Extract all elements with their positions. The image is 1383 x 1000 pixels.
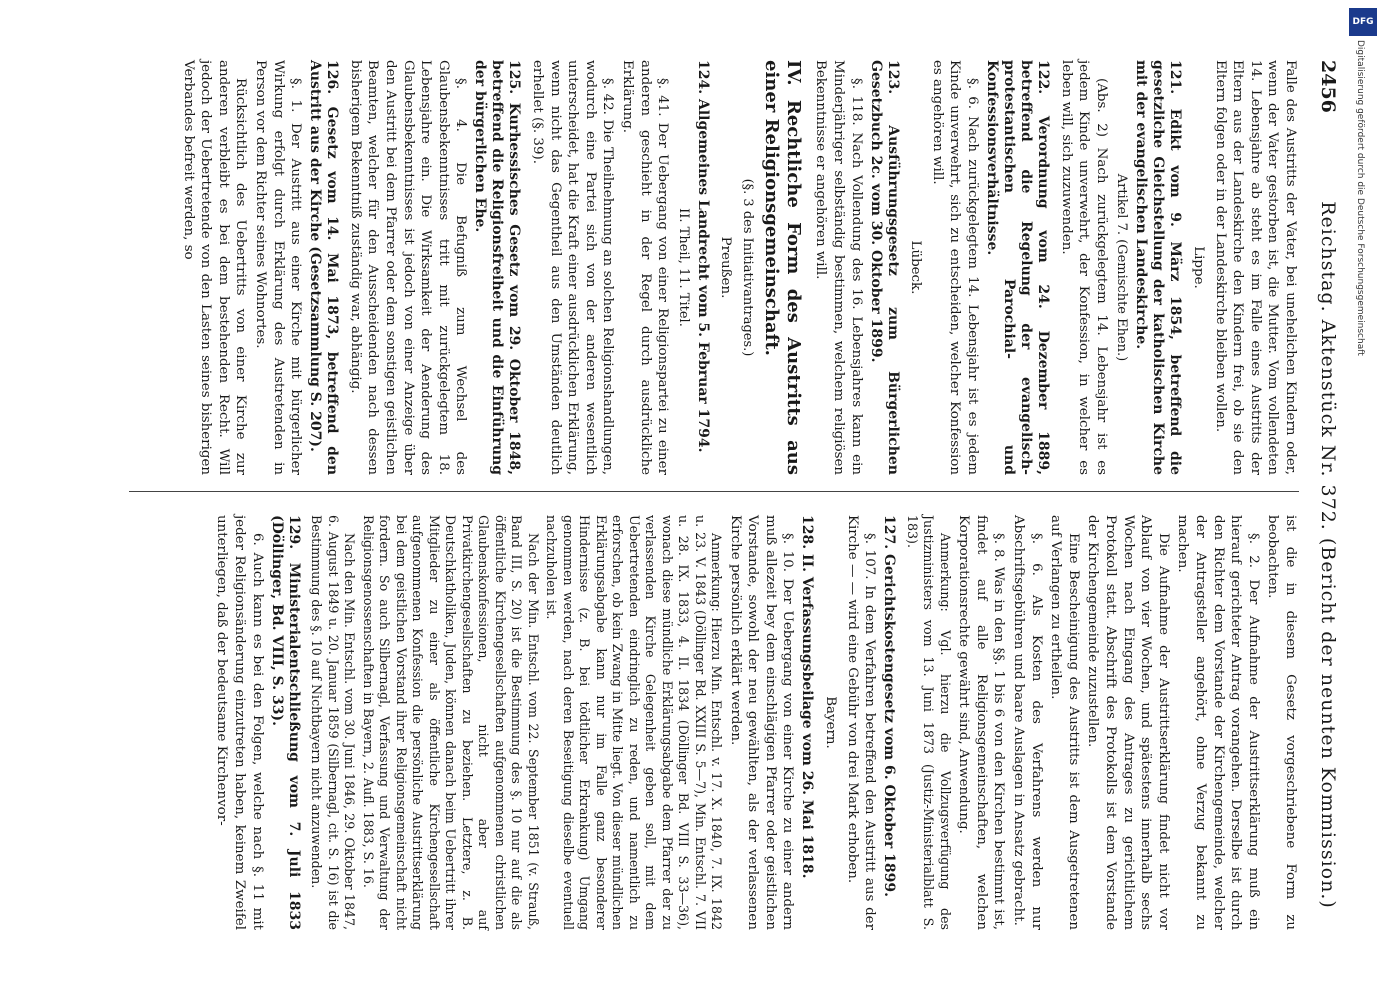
paragraph: §. 6. Als Kosten des Verfahrens werden nur Abschriftsgebühren und baare Auslagen in Ansatz gebracht. — [1011, 515, 1044, 930]
digitization-credit: Digitalisierung gefördert durch die Deutsche Forschungsgemeinschaft — [1355, 40, 1365, 356]
note: Anmerkung: Hierzu Min. Entschl. v. 17. X. 1840, 7. IX. 1842 u. 23. V. 1843 (Döllinger Bd. XXIII S. 5—7), Min. Entschl. 7. VII u. 28. IX. 1833, 4. II. 1834 (Döllinger Bd. VIII S. 33—36), wonach diese mündliche Erklärungsabgabe dem Pfarrer der zu verlassenden Kirche Gelegenheit geben soll, mit dem Uebertretenden eindringlich zu reden, und namentlich zu erforschen, ob kein Zwang in Mitte liegt. Von dieser mündlichen Erklärungsabgabe kann nur im Falle ganz besonderer Hindernisse (z. B. bei tödtlicher Erkrankung) Umgang genommen werden, nach deren Beseitigung dieselbe eventuell nachzuholen ist. — [544, 515, 725, 930]
column-divider — [129, 491, 1299, 492]
section-123-heading: 123. Ausführungsgesetz zum Bürgerlichen Gesetzbuch 2c. vom 30. Oktober 1899. — [867, 60, 901, 475]
paragraph: ist die in diesem Gesetz vorgeschriebene Form zu beobachten. — [1265, 515, 1298, 930]
rotated-page — [45, 60, 1345, 940]
section-122-heading: 122. Verordnung vom 24. Dezember 1889, betreffend die Regelung der evangelisch-protestantischen Parochial- und Konfessionsverhältnisse. — [984, 60, 1052, 475]
paragraph: §. 10. Der Uebergang von einer Kirche zu einer andern muß allezeit bey dem einschlägigen Pfarrer oder geistlichen Vorstande, sowohl der neu gewählten, als der verlassenen Kirche persönlich erklärt werden. — [727, 515, 796, 930]
page-number: 2456 — [1317, 60, 1339, 113]
paragraph: §. 107. In dem Verfahren betreffend den Austritt aus der Kirche — — wird eine Gebühr von drei Mark erhoben. — [844, 515, 878, 930]
section-121-heading: 121. Edikt vom 9. März 1854, betreffend die gesetzliche Gleichstellung der katholischen Kirche mit der evangelischen Landeskirche. — [1133, 60, 1184, 475]
page-header — [1305, 60, 1345, 940]
state-heading-preussen: Preußen. — [718, 236, 734, 299]
dfg-logo: DFG — [1349, 8, 1377, 36]
right-column — [211, 515, 1299, 930]
part-iv-heading: IV. Rechtliche Form des Austritts aus einer Religionsgemeinschaft. — [760, 60, 804, 475]
paragraph: Eine Bescheinigung des Austritts ist dem Ausgetretenen auf Verlangen zu ertheilen. — [1048, 515, 1081, 930]
article-heading: Artikel 7. (Gemischte Ehen.) — [1114, 173, 1130, 362]
section-127-heading: 127. Gerichtskostengesetz vom 6. Oktober 1899. — [881, 515, 898, 897]
paragraph: 6. Auch kann es bei den Folgen, welche nach §. 11 mit jeder Religionsänderung einzutreten haben, keinem Zweifel unterliegen, daß der bedeutsame Kirchenvor- — [214, 515, 265, 930]
paragraph: §. 41. Der Uebergang von einer Religionspartei zu einer anderen geschieht in der Regel durch ausdrückliche Erklärung. — [619, 60, 671, 475]
paragraph: (Abs. 2) Nach zurückgelegtem 14. Lebensjahr ist es jedem Kinde unverwehrt, der Konfession, in welcher es leben will, sich zuzuwenden. — [1058, 60, 1109, 475]
paragraph: §. 42. Die Theilnehmung an solchen Religionshandlungen, wodurch eine Partei sich von der anderen wesentlich unterscheidet, hat die Kraft einer ausdrücklichen Erklärung, wenn nicht das Gegentheil aus den Umständen deutlich erhellet (§. 39). — [529, 60, 616, 475]
section-129-heading: 129. Ministerialentschließung vom 7. Juli 1833 (Döllinger, Bd. VIII, S. 33). — [268, 515, 302, 930]
section-126-heading: 126. Gesetz vom 14. Mai 1873, betreffend den Austritt aus der Kirche (Gesetzsammlung S. 207). — [307, 60, 341, 475]
note: Nach der Min. Entschl. vom 22. September 1851 (v. Strauß, Band III, S. 20) ist die Bestimmung des §. 10 nur auf die als öffentliche Kirchengesellschaften aufgenommenen christlichen Glaubenskonfessionen, nicht aber auf Privatkirchengesellschaften zu beziehen. Letztere, z. B. Deutschkatholiken, Juden, können danach beim Uebertritt ihrer Mitglieder zu einer als öffentliche Kirchengesellschaft aufgenommenen Konfession die persönliche Austrittserklärung bei dem geistlichen Vorstand ihrer Religionsgemeinschaft nicht fordern. So auch Silbernagl, Verfassung und Verwaltung der Religionsgenossenschaften in Bayern, 2. Aufl. 1883, S. 16. — [360, 515, 541, 930]
state-heading-luebeck: Lübeck. — [908, 240, 924, 295]
paragraph: Rücksichtlich des Uebertritts von einer Kirche zur anderen verbleibt es bei dem bestehenden Recht. Will jedoch der Uebertretende von den Lasten seines bisherigen Verbandes befreit werden, so — [180, 60, 249, 475]
paragraph: Die Aufnahme der Austrittserklärung findet nicht vor Ablauf von vier Wochen, und spätestens innerhalb sechs Wochen nach Eingang des Antrages zu gerichtlichem Protokoll statt. Abschrift des Protokolls ist dem Vorstande der Kirchengemeinde zuzustellen. — [1085, 515, 1171, 930]
part-iv-subheading: (§. 3 des Initiativantrages.) — [739, 178, 755, 357]
state-heading-bayern: Bayern. — [823, 696, 839, 749]
paragraph: §. 6. Nach zurückgelegtem 14. Lebensjahr ist es jedem Kinde unverwehrt, sich zu entscheiden, welcher Konfession es angehören will. — [929, 60, 981, 475]
title-subheading: II. Theil, 11. Titel. — [675, 208, 691, 327]
state-heading-lippe: Lippe. — [1191, 246, 1207, 289]
left-column — [177, 60, 1299, 475]
paragraph: §. 2. Der Aufnahme der Austrittserklärung muß ein hierauf gerichteter Antrag vorangehen. Derselbe ist durch den Richter dem Vorstande der Kirchengemeinde, welcher der Antragsteller angehört, ohne Verzug bekannt zu machen. — [1175, 515, 1261, 930]
paragraph: §. 1. Der Austritt aus einer Kirche mit bürgerlicher Wirkung erfolgt durch Erklärung des Austretenden in Person vor dem Richter seines Wohnortes. — [253, 60, 304, 475]
paragraph: §. 118. Nach Vollendung des 16. Lebensjahres kann ein Minderjähriger selbständig bestimmen, welchem religiösen Bekenntnisse er angehören will. — [813, 60, 864, 475]
note: Anmerkung: Vgl. hierzu die Vollzugsverfügung des Justizministers vom 13. Juni 1873 (Justiz-Ministerialblatt S. 183). — [904, 515, 953, 930]
paragraph: §. 8. Was in den §§. 1 bis 6 von den Kirchen bestimmt ist, findet auf alle Religionsgemeinschaften, welchen Korporationsrechte gewährt sind, Anwendung. — [956, 515, 1007, 930]
running-title: Reichstag. Aktenstück Nr. 372. (Bericht der neunten Kommission.) — [1317, 201, 1339, 909]
section-125-heading: 125. Kurhessisches Gesetz vom 29. Oktober 1848, betreffend die Religionsfreiheit und die Einführung der bürgerlichen Ehe. — [472, 60, 523, 475]
paragraph: §. 4. Die Befugniß zum Wechsel des Glaubensbekenntnisses tritt mit zurückgelegtem 18. Lebensjahre ein. Die Wirksamkeit der Aenderung des Glaubensbekenntnisses ist jedoch von einer Anzeige über den Austritt bei dem Pfarrer oder dem sonstigen geistlichen Beamten, welcher für den Ausscheidenden nach dessen bisherigem Bekenntniß zuständig war, abhängig. — [347, 60, 469, 475]
note: Nach den Min. Entschl. vom 30. Juni 1846, 29. Oktober 1847, 6. August 1849 u. 20. Januar 1859 (Silbernagl, cit. S. 16) ist die Bestimmung des §. 10 auf Nichtbayern nicht anzuwenden. — [309, 515, 358, 930]
section-124-heading: 124. Allgemeines Landrecht vom 5. Februar 1794. — [694, 60, 711, 453]
section-128-heading: 128. II. Verfassungsbeilage vom 26. Mai 1818. — [799, 515, 816, 879]
paragraph: Falle des Austritts der Vater, bei unehelichen Kindern oder, wenn der Vater gestorben ist, die Mutter. Vom vollendeten 14. Lebensjahre ab steht es im Falle eines Austritts der Eltern aus der Landeskirche den Kindern frei, ob sie den Eltern folgen oder in der Landeskirche bleiben wollen. — [1212, 60, 1298, 475]
